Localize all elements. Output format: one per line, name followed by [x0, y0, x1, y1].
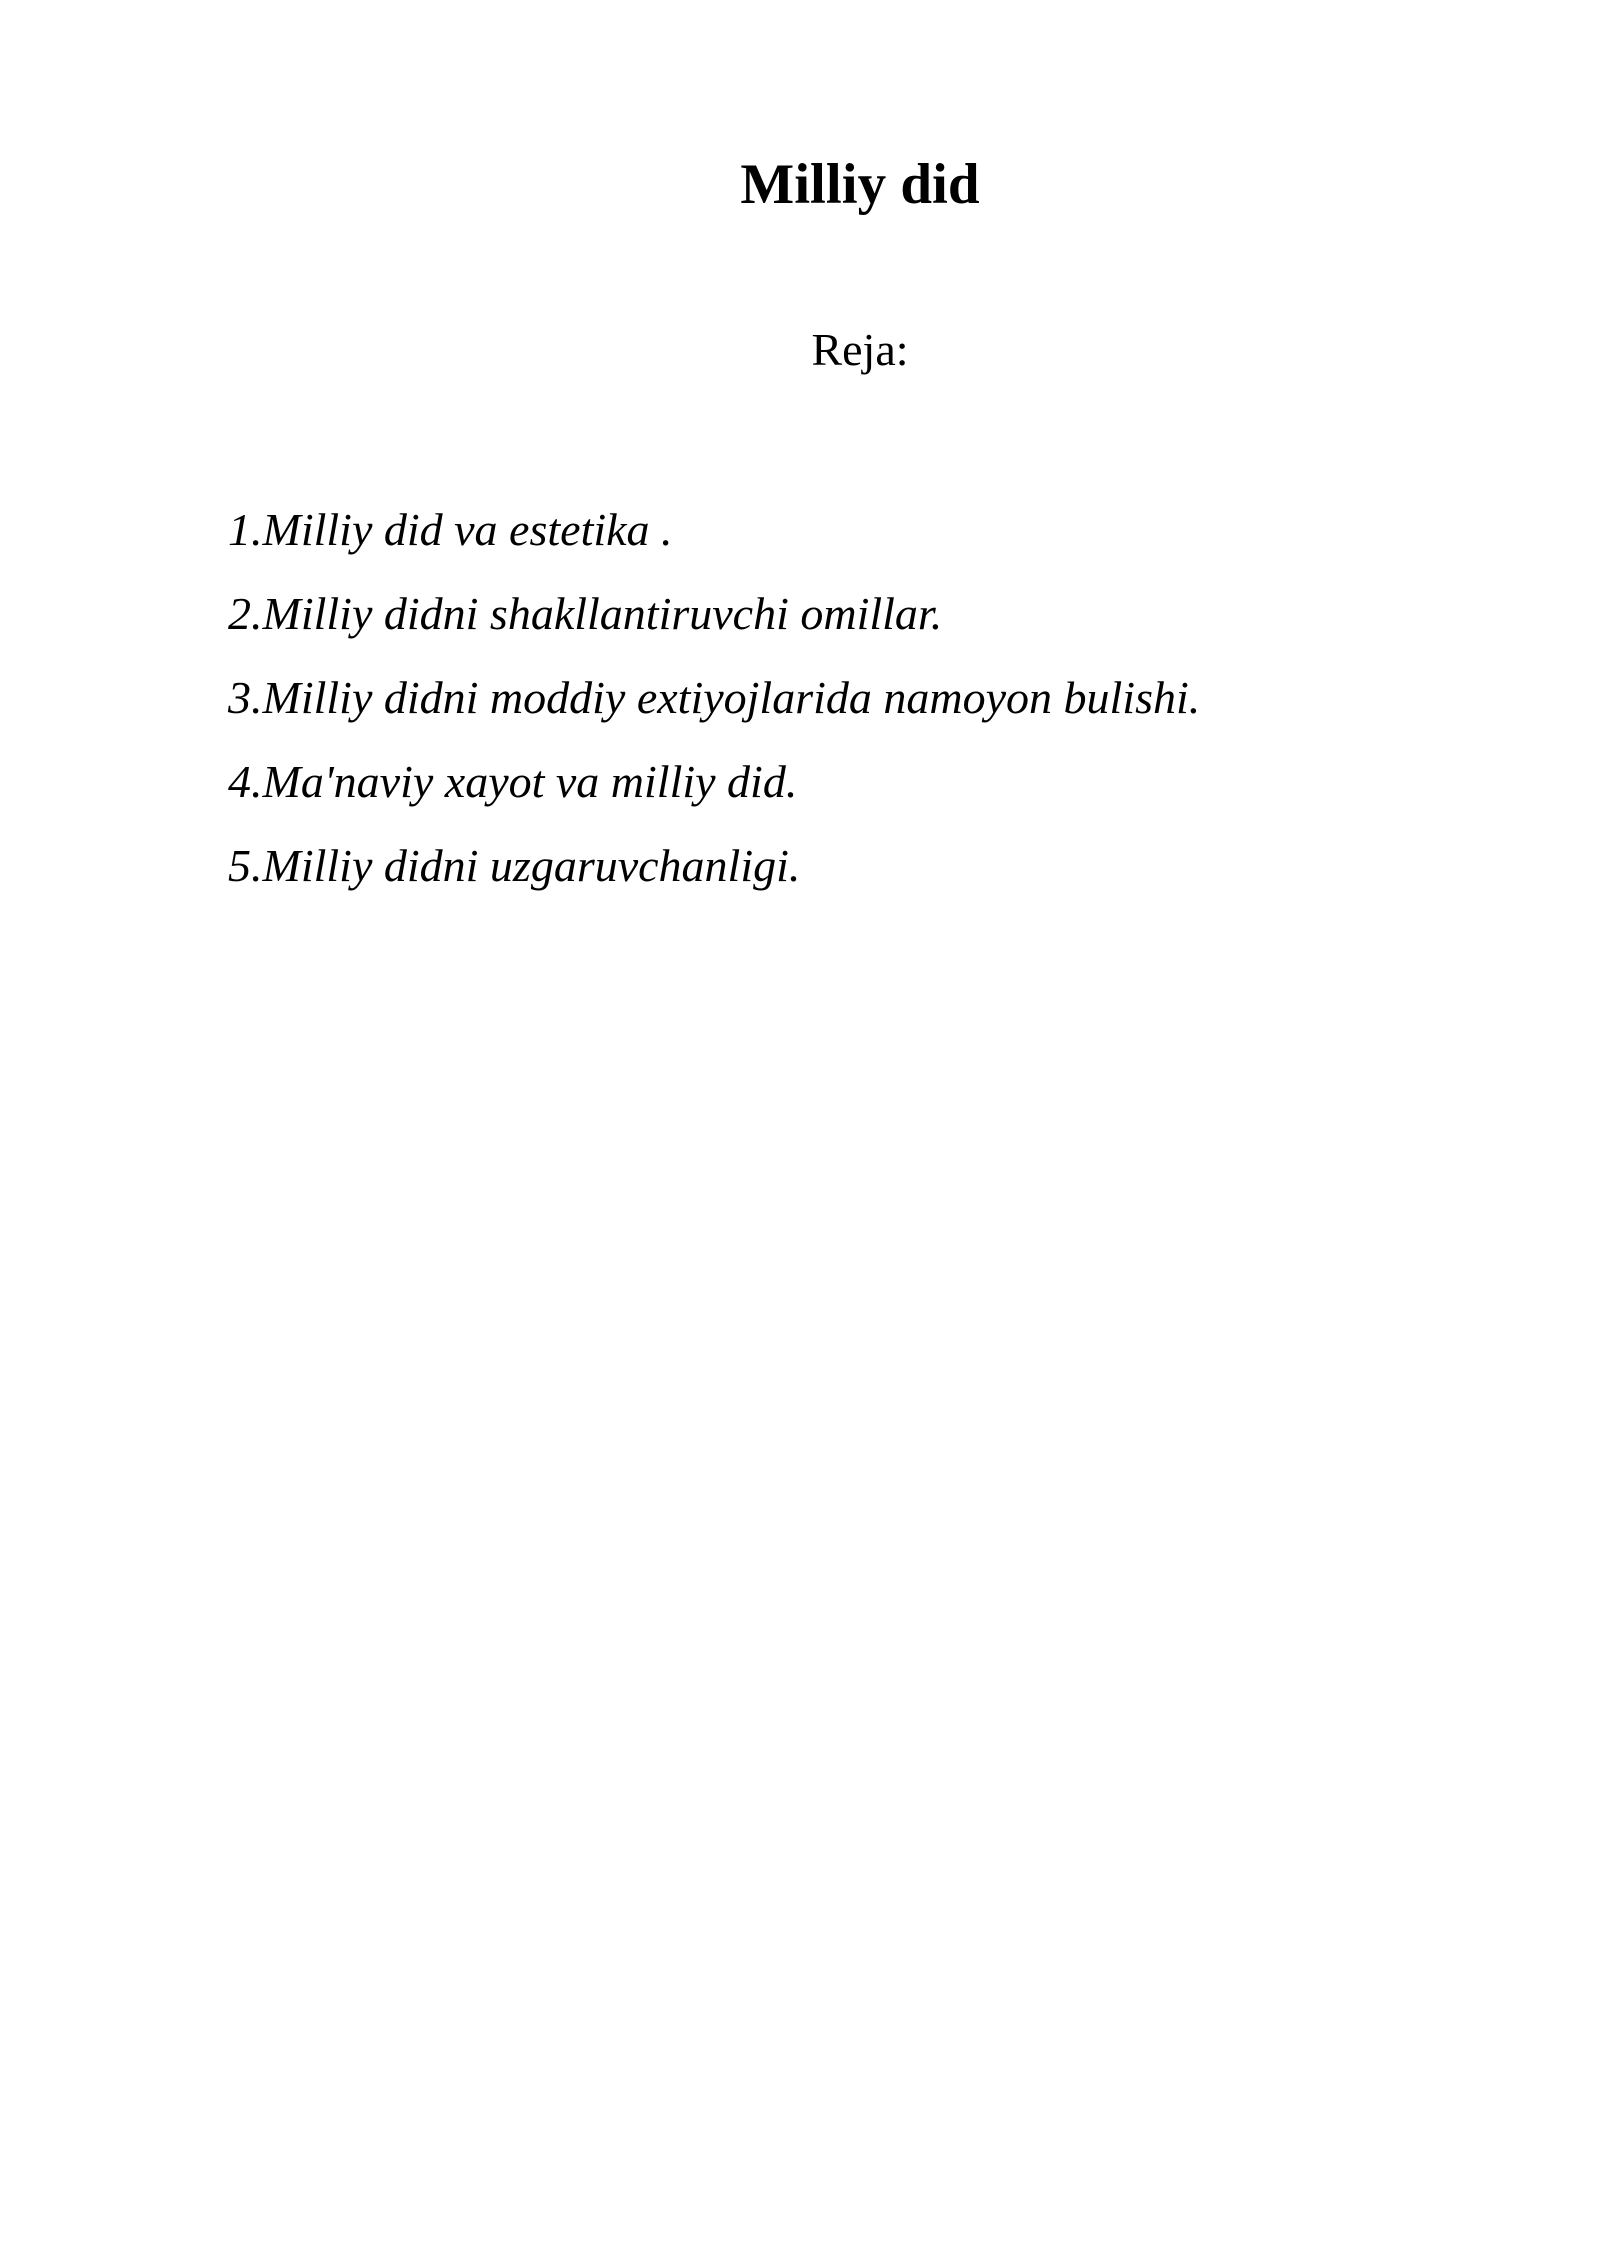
- plan-heading: Reja:: [811, 324, 909, 375]
- plan-item: 4.Ma'naviy xayot va milliy did.: [228, 756, 798, 807]
- plan-list: [228, 488, 1200, 908]
- plan-item: 2.Milliy didni shakllantiruvchi omillar.: [228, 588, 943, 639]
- plan-item: 1.Milliy did va estetika .: [228, 504, 673, 555]
- plan-item: 5.Milliy didni uzgaruvchanligi.: [228, 840, 801, 891]
- document-title: Milliy did: [740, 153, 980, 216]
- plan-item: 3.Milliy didni moddiy extiyojlarida namoyon bulishi.: [228, 672, 1201, 723]
